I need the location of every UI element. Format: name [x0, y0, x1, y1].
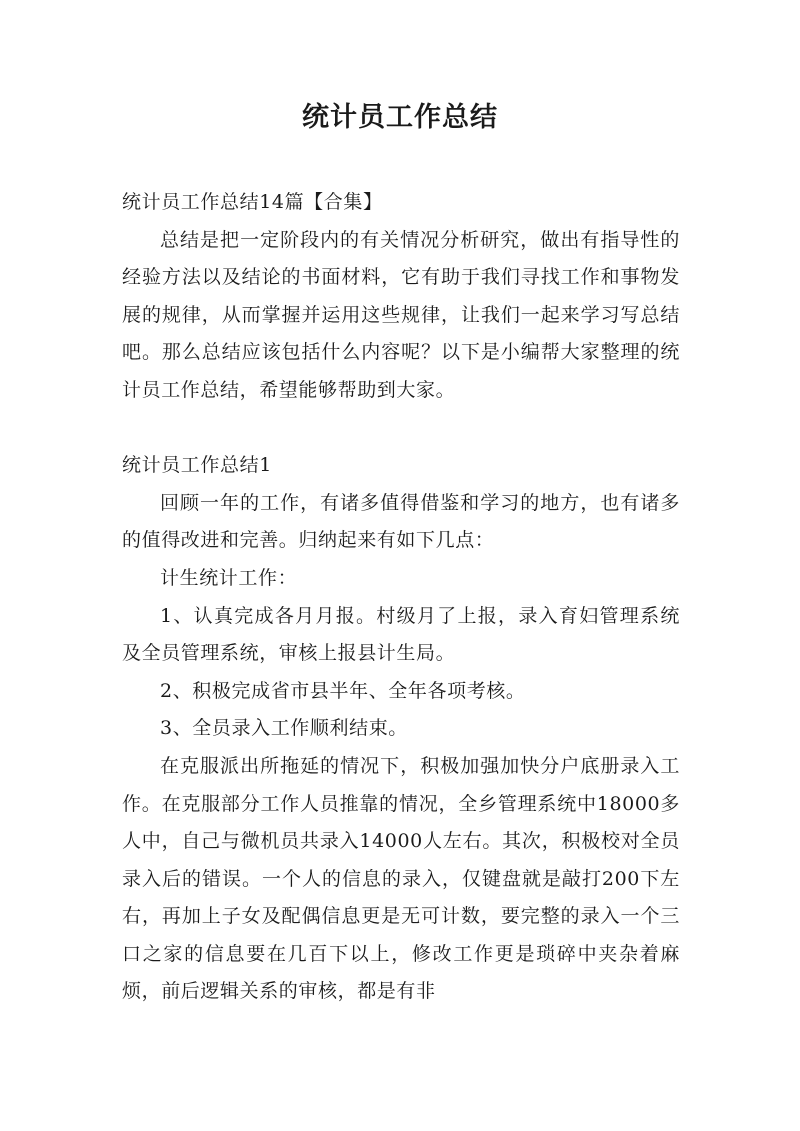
list-item: 3、全员录入工作顺利结束。: [160, 717, 408, 740]
body-paragraph: 回顾一年的工作，有诸多值得借鉴和学习的地方，也有诸多的值得改进和完善。归纳起来有如下几点：: [122, 491, 680, 552]
list-item: 2、积极完成省市县半年、全年各项考核。: [160, 679, 526, 702]
section-heading: 统计员工作总结1: [122, 454, 272, 477]
body-paragraph: 计生统计工作：: [160, 566, 298, 589]
paragraph-gap: [122, 410, 680, 448]
body-paragraph: 在克服派出所拖延的情况下，积极加强加快分户底册录入工作。在克服部分工作人员推靠的情况，全乡管理系统中18000多人中，自己与微机员共录入14000人左右。其次，积极校对全员录入后的错误。一个人的信息的录入，仅键盘就是敲打200下左右，再加上子女及配偶信息更是无可计数，要完整的录入一个三口之家的信息要在几百下以上，修改工作更是琐碎中夹杂着麻烦，前后逻辑关系的审核，都是有非: [122, 754, 680, 1003]
document-body: [122, 184, 680, 1011]
list-item: 1、认真完成各月月报。村级月了上报，录入育妇管理系统及全员管理系统，审核上报县计生局。: [122, 604, 680, 665]
intro-paragraph: 总结是把一定阶段内的有关情况分析研究，做出有指导性的经验方法以及结论的书面材料，它有助于我们寻找工作和事物发展的规律，从而掌握并运用这些规律，让我们一起来学习写总结吧。那么总结应该包括什么内容呢？以下是小编帮大家整理的统计员工作总结，希望能够帮助到大家。: [122, 228, 680, 401]
collection-subtitle: 统计员工作总结14篇【合集】: [122, 191, 383, 213]
document-title: 统计员工作总结: [302, 102, 498, 133]
